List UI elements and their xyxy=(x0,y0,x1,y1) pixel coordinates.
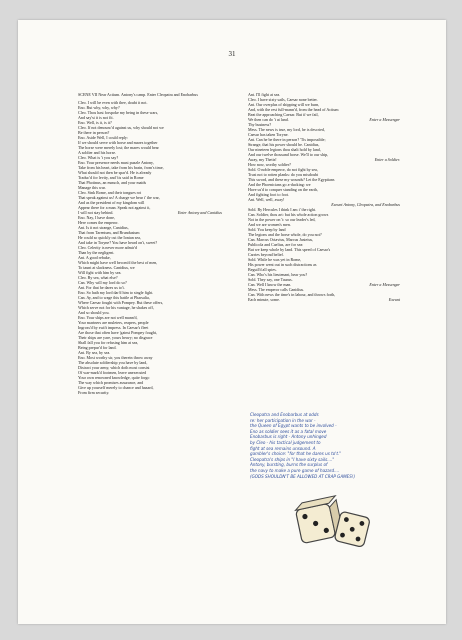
annotation-line: Cleopatra's ships in "I have sixty sails...." xyxy=(250,456,335,462)
line-text: Each minute, some. xyxy=(248,297,280,302)
line-text: Cleo. By sea, what else? xyxy=(78,275,118,280)
line-text: Not in the power on 't: so our leader's led, xyxy=(248,217,316,222)
line-text: Can. Why will my lord do so? xyxy=(78,280,127,285)
line-text: This sword, and these my wounds? Let the Egyptians xyxy=(248,177,335,182)
line-text: And as the president of my kingdom will xyxy=(78,200,145,205)
line-text: We then can do 't at land. xyxy=(248,117,289,122)
line-text: Ant. By sea, by sea. xyxy=(78,350,111,355)
annotation-line: (GODS SHOULDN'T BE ALLOWED AT CRAP GAMES!) xyxy=(250,473,356,479)
line-text: Can. Soldier, thou art: but his whole action grows xyxy=(248,212,329,217)
line-text: I will not stay behind. xyxy=(78,210,114,215)
page-number: 31 xyxy=(228,50,236,58)
line-text: The way which promises assurance, and xyxy=(78,380,144,385)
handwritten-annotation xyxy=(250,412,420,479)
line-text: From firm security. xyxy=(78,390,110,395)
line-text: Cleo. Thou hast forspoke my being in these wars, xyxy=(78,110,159,115)
annotation-line: fight at sea remains unsound. A xyxy=(250,445,316,451)
line-text: But we keep whole by land. This speed of Caesar's xyxy=(248,247,331,252)
line-text: Will fight with him by sea. xyxy=(78,270,122,275)
line-text: Ant. For that he dares us to't. xyxy=(78,285,125,290)
stage-direction: Enter a Messenger xyxy=(369,282,400,287)
line-text: How now, worthy soldier? xyxy=(248,162,291,167)
line-text: Being prepar'd for land. xyxy=(78,345,117,350)
line-text: Cleo. I will be even with thee, doubt it not. xyxy=(78,100,148,105)
line-text: Distract your army, which doth most consist xyxy=(78,365,150,370)
stage-direction: Enter a Soldier. xyxy=(374,157,400,162)
line-text: A soldier and his horse. xyxy=(78,150,117,155)
line-text: Appear there for a man. Speak not against it, xyxy=(78,205,151,210)
line-text: Sold. You keep by land xyxy=(248,227,286,232)
scene-heading: SCENE VII Near Actium. Antony's camp. Enter Cleopatra and Enobarbus xyxy=(78,92,198,97)
annotation-line: Enobarbus is right - Antony unhinged xyxy=(250,434,327,440)
annotation-line: re: her participation in the war - xyxy=(250,417,316,423)
annotation-line: the Queen of Egypt wants to be involved - xyxy=(250,423,337,429)
line-text: And fighting foot to foot. xyxy=(248,192,290,197)
stage-direction: Exeunt xyxy=(388,297,400,302)
line-text: What should not then be spar'd. He is already xyxy=(78,170,152,175)
line-text: And our twelve thousand horse. We'll to our ship, xyxy=(248,152,329,157)
line-text: Eno. Aside Well, I could reply: xyxy=(78,135,129,140)
right-lines xyxy=(248,92,406,302)
line-text: Which might have well becom'd the best of men, xyxy=(78,260,158,265)
line-text: Ant. Our overplus of shipping will we burn, xyxy=(248,102,320,107)
right-column xyxy=(248,92,406,302)
line-text: Ant. Can he be there in person? 'Tis impossible; xyxy=(248,137,326,142)
line-text: Traduc'd for levity, and 'tis said in Rome xyxy=(78,175,144,180)
line-text: Where Caesar fought with Pompey. But these offers, xyxy=(78,300,164,305)
line-text: Mess. The news is true, my lord, he is descried, xyxy=(248,127,325,132)
line-text: Eno. Nay, I have done, xyxy=(78,215,115,220)
line-text: Which serve not for his vantage, he shakes off, xyxy=(78,305,154,310)
annotation-line: by Cleo - his tactical judgement to xyxy=(250,439,321,445)
line-text: Sold. While he was yet in Rome, xyxy=(248,257,302,262)
line-text: Eno. Your presence needs must puzzle Antony, xyxy=(78,160,154,165)
line-text: Eno. Most worthy sir, you therein throw away xyxy=(78,355,153,360)
line-text: Eno. Your ships are not well mann'd, xyxy=(78,315,138,320)
line-text: Eno. But why, why, why? xyxy=(78,105,120,110)
line-text: Mess. The emperor calls Canidius. xyxy=(248,287,305,292)
line-text: His power went out in such distractions as xyxy=(248,262,317,267)
line-text: And the Phoenicians go a-ducking: we xyxy=(248,182,311,187)
line-text: Have us'd to conquer standing on the earth, xyxy=(248,187,318,192)
line-text: Sold. O noble emperor, do not fight by sea, xyxy=(248,167,318,172)
line-text: And say'st it is not fit. xyxy=(78,115,114,120)
line-text: Cleo. Sink Rome, and their tongues rot xyxy=(78,190,142,195)
annotation-line: the navy to make a pure game of hazard.... xyxy=(250,467,340,473)
line-text: Be there in person? xyxy=(78,130,110,135)
annotation-line: gambler's choice: "for that he dares us to't." xyxy=(250,451,342,457)
line-text: Their ships are yare, yours heavy; no disgrace xyxy=(78,335,153,340)
line-text: Eno. So hath my lord dar'd him to single fight. xyxy=(78,290,154,295)
line-text: Strange, that his power should be. Canidius, xyxy=(248,142,320,147)
line-text: To taunt at slackness. Canidius, we xyxy=(78,265,135,270)
stage-direction: Enter Antony and Canidius xyxy=(177,210,222,215)
annotation-line: Antony, bursting, burns the surplus of xyxy=(250,462,328,468)
text-line xyxy=(248,297,406,302)
stage-direction: Exeunt Antony, Cleopatra, and Enobarbus xyxy=(331,202,400,207)
line-text: Cleo. What is 't you say? xyxy=(78,155,119,160)
line-text: Cleo. If not denounc'd against us, why should not we xyxy=(78,125,164,130)
line-text: Ingross'd by swift impress. In Caesar's fleet xyxy=(78,325,149,330)
annotation-line: Eno as soldier sees it as a fatal move xyxy=(250,428,327,434)
line-text: Our nineteen legions thou shalt hold by land, xyxy=(248,147,321,152)
line-text: Of war-mark'd footmen, leave unexecuted xyxy=(78,370,147,375)
line-text: That from Tarentum, and Brundusium xyxy=(78,230,140,235)
line-text: Give up yourself merely to chance and hazard, xyxy=(78,385,154,390)
line-text: Take from his heart, take from his brain, from's time, xyxy=(78,165,164,170)
line-text: Ant. Well, well, away! xyxy=(248,197,285,202)
line-text: Manage this war. xyxy=(78,185,106,190)
line-text: If we should serve with horse and mares together xyxy=(78,140,158,145)
line-text: And take in Toryne? You have heard on't, sweet? xyxy=(78,240,158,245)
line-text: Cleo. Celerity is never more admir'd xyxy=(78,245,137,250)
stage-direction: Enter a Messenger xyxy=(369,117,400,122)
line-text: And so should you. xyxy=(78,310,110,315)
line-text: Than by the negligent. xyxy=(78,250,115,255)
line-text: Can. Well I know the man. xyxy=(248,282,292,287)
line-text: Carries beyond belief. xyxy=(248,252,284,257)
line-text: Your own renowned knowledge, quite forgo xyxy=(78,375,150,380)
line-text: Sold. By Hercules I think I am i' the right. xyxy=(248,207,317,212)
line-text: Trust not to rotten planks: do you misdoubt xyxy=(248,172,319,177)
line-text: That Photinus, an eunuch, and your maids xyxy=(78,180,147,185)
line-text: Can. Marcus Octavius, Marcus Justeius, xyxy=(248,237,314,242)
line-text: Beat the approaching Caesar. But if we fail, xyxy=(248,112,319,117)
line-text: Shall fall you for refusing him at sea, xyxy=(78,340,139,345)
annotation-line: Cleopatra and Enobarbus at odds xyxy=(250,412,319,417)
line-text: The horse were merely lost; the mares would bear xyxy=(78,145,159,150)
line-text: Publicola and Caelius, are for sea: xyxy=(248,242,304,247)
line-text: The legions and the horse whole, do you not? xyxy=(248,232,322,237)
line-text: Cleo. I have sixty sails, Caesar none better. xyxy=(248,97,318,102)
line-text: That speak against us! A charge we bear i' the war, xyxy=(78,195,160,200)
left-column xyxy=(78,92,228,395)
line-text: And, with the rest full-mann'd, from the head of Actium xyxy=(248,107,339,112)
line-text: Your mariners are muleters, reapers, people xyxy=(78,320,149,325)
line-text: Thy business? xyxy=(248,122,272,127)
line-text: He could so quickly cut the Ionian sea, xyxy=(78,235,141,240)
dice-doodle-icon xyxy=(293,490,373,560)
line-text: Away, my Thetis! xyxy=(248,157,277,162)
line-text: Ant. I'll fight at sea. xyxy=(248,92,281,97)
line-text: Ant. Is it not strange, Canidius, xyxy=(78,225,129,230)
left-lines xyxy=(78,100,228,395)
text-line xyxy=(78,390,228,395)
line-text: Eno. Well, is it, is it? xyxy=(78,120,112,125)
document-page xyxy=(18,20,446,624)
line-text: Are those that often have 'gainst Pompey fought, xyxy=(78,330,157,335)
line-text: And we are women's men. xyxy=(248,222,291,227)
line-text: Caesar has taken Toryne. xyxy=(248,132,289,137)
line-text: Beguil'd all spies. xyxy=(248,267,277,272)
line-text: Can. Ay, and to wage this battle at Pharsalia, xyxy=(78,295,150,300)
line-text: Can. Who's his lieutenant, hear you? xyxy=(248,272,308,277)
line-text: The absolute soldiership you have by land, xyxy=(78,360,148,365)
line-text: Can. With news the time's in labour, and throws forth, xyxy=(248,292,336,297)
line-text: Sold. They say, one Taurus. xyxy=(248,277,293,282)
line-text: Ant. A good rebuke, xyxy=(78,255,111,260)
line-text: Here comes the emperor. xyxy=(78,220,119,225)
